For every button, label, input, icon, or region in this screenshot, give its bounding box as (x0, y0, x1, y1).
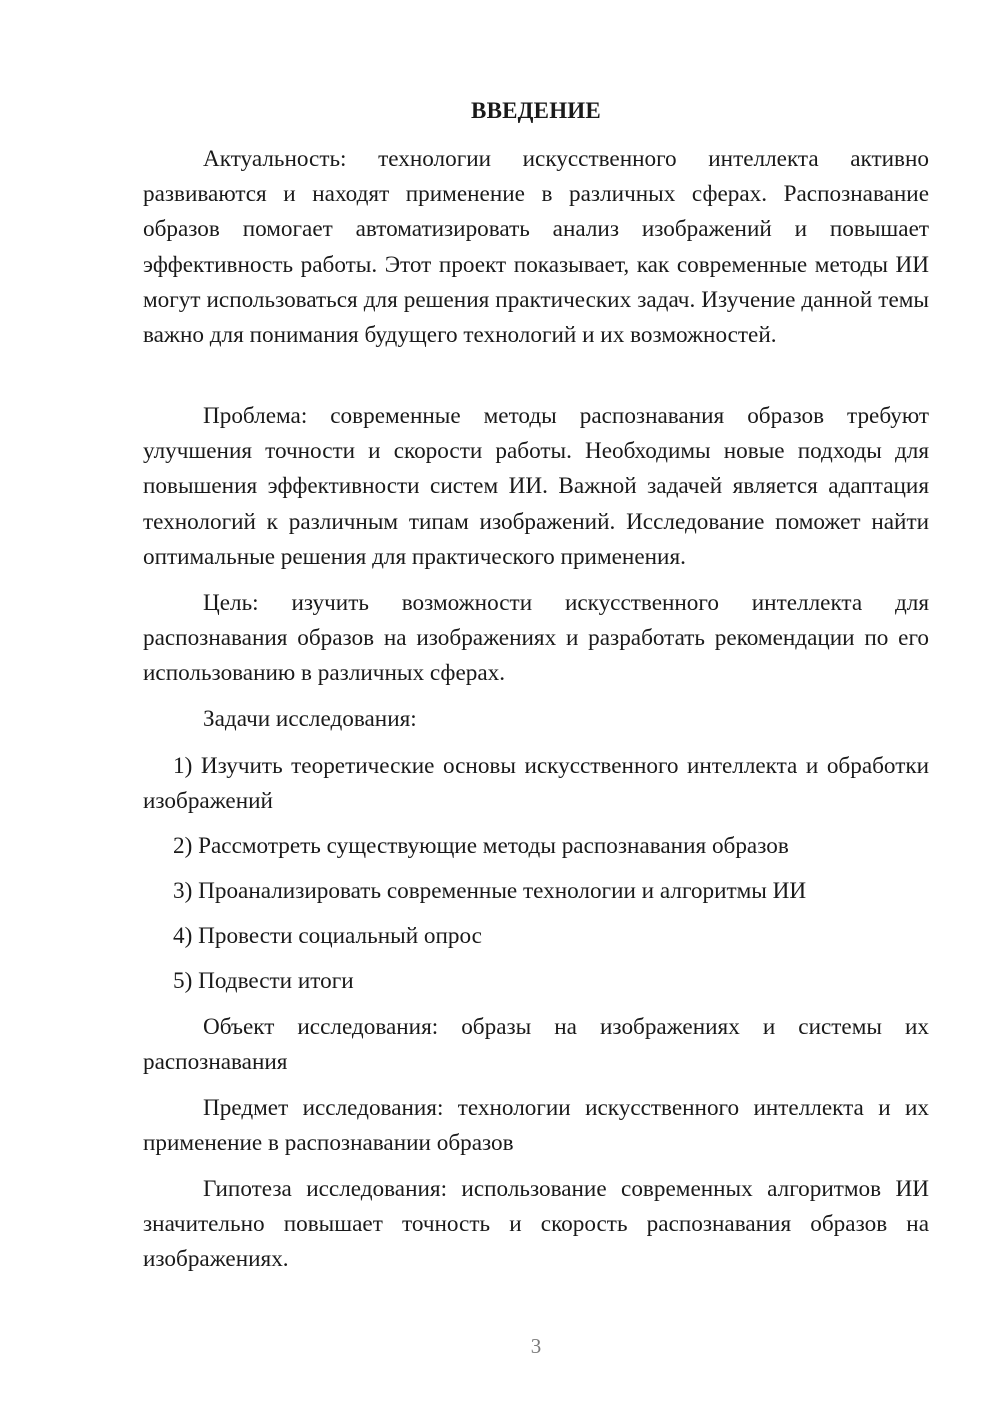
section-title: ВВЕДЕНИЕ (471, 98, 601, 123)
object-paragraph: Объект исследования: образы на изображениях и системы их распознавания (143, 1014, 929, 1076)
page-number: 3 (530, 1334, 542, 1358)
subject-paragraph: Предмет исследования: технологии искусственного интеллекта и их применение в распознавании образов (143, 1095, 929, 1157)
hypothesis-paragraph: Гипотеза исследования: использование современных алгоритмов ИИ значительно повышает точность и скорость распознавания образов на изображениях. (143, 1176, 929, 1273)
task-item-5: 5) Подвести итоги (173, 968, 354, 994)
problem-paragraph: Проблема: современные методы распознавания образов требуют улучшения точности и скорости работы. Необходимы новые подходы для повышения эффективности систем ИИ. Важной задачей является адаптация технологий к различным типам изображений. Исследование поможет найти оптимальные решения для практического применения. (143, 403, 929, 570)
task-item-2: 2) Рассмотреть существующие методы распознавания образов (173, 833, 789, 859)
tasks-heading: Задачи исследования: (203, 706, 417, 732)
goal-paragraph: Цель: изучить возможности искусственного интеллекта для распознавания образов на изображениях и разработать рекомендации по его использованию в различных сферах. (143, 590, 929, 687)
relevance-paragraph: Актуальность: технологии искусственного интеллекта активно развиваются и находят применение в различных сферах. Распознавание образов помогает автоматизировать анализ изображений и повышает эффективность работы. Этот проект показывает, как современные методы ИИ могут использоваться для решения практических задач. Изучение данной темы важно для понимания будущего технологий и их возможностей. (143, 146, 929, 349)
document-page (143, 0, 929, 1414)
task-item-4: 4) Провести социальный опрос (173, 923, 482, 949)
task-item-1: 1) Изучить теоретические основы искусственного интеллекта и обработки изображений (143, 753, 929, 815)
task-item-3: 3) Проанализировать современные технологии и алгоритмы ИИ (173, 878, 807, 904)
